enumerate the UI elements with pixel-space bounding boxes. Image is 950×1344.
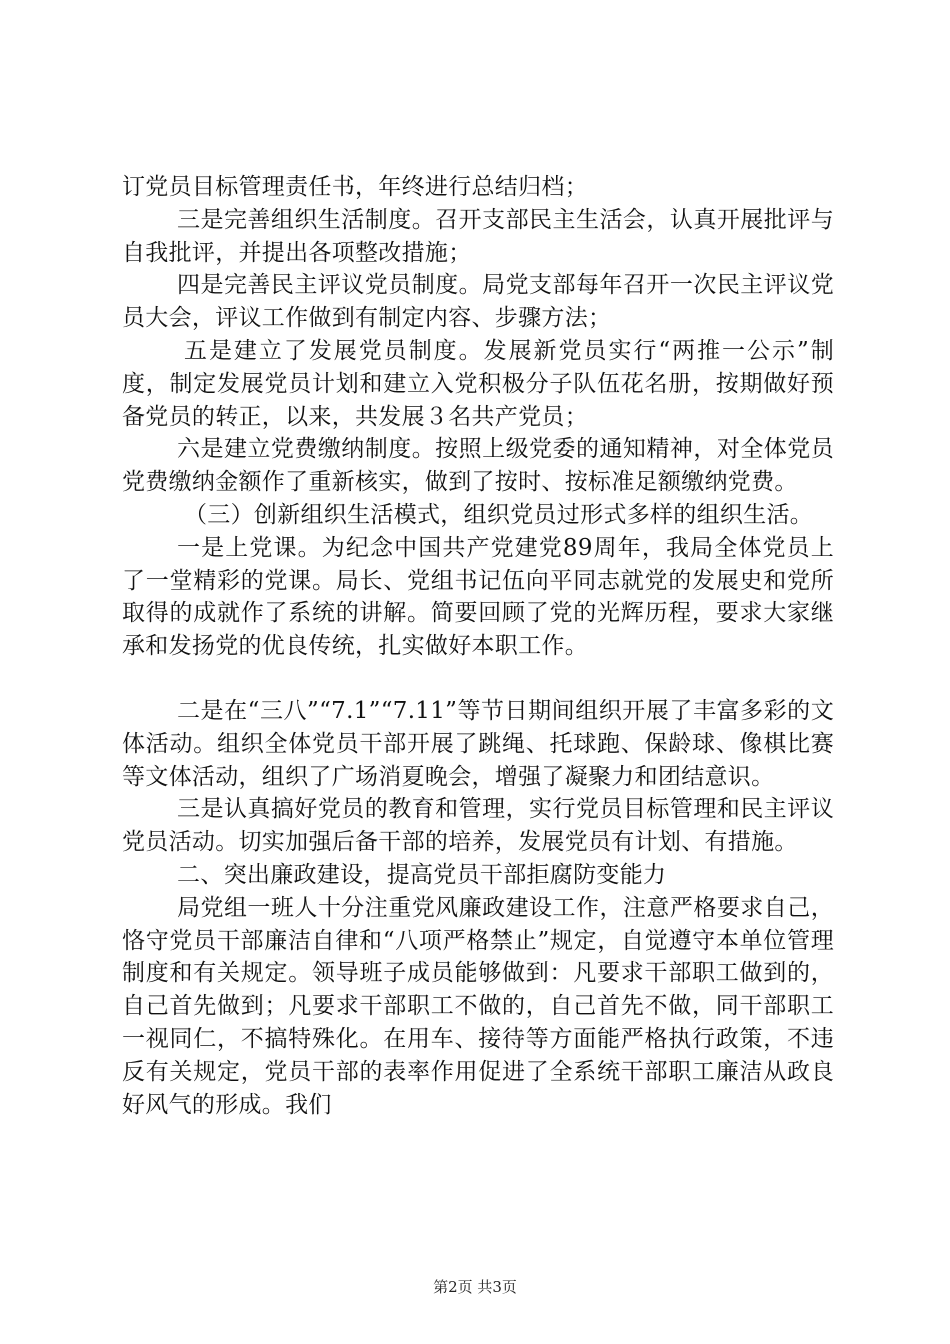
paragraph-member-education: 三是认真搞好党员的教育和管理，实行党员目标管理和民主评议党员活动。切实加强后备干部的培养，发展党员有计划、有措施。 [122, 796, 834, 856]
section-heading-two: 二、突出廉政建设，提高党员干部拒腐防变能力 [177, 861, 667, 888]
document-body [122, 171, 834, 1121]
paragraph-integrity-building: 局党组一班人十分注重党风廉政建设工作，注意严格要求自己，恪守党员干部廉洁自律和“八项严格禁止”规定，自觉遵守本单位管理制度和有关规定。领导班子成员能够做到：凡要求干部职工做到的，自己首先做到；凡要求干部职工不做的，自己首先不做，同干部职工一视同仁，不搞特殊化。在用车、接待等方面能严格执行政策，不违反有关规定，党员干部的表率作用促进了全系统干部职工廉洁从政良好风气的形成。我们 [122, 894, 834, 1118]
paragraph-item-four: 四是完善民主评议党员制度。局党支部每年召开一次民主评议党员大会，评议工作做到有制定内容、步骤方法； [122, 272, 834, 332]
paragraph-item-six: 六是建立党费缴纳制度。按照上级党委的通知精神，对全体党员党费缴纳金额作了重新核实，做到了按时、按标准足额缴纳党费。 [122, 436, 834, 496]
paragraph-item-three: 三是完善组织生活制度。召开支部民主生活会，认真开展批评与自我批评，并提出各项整改措施； [122, 206, 834, 266]
section-heading-three: （三）创新组织生活模式，组织党员过形式多样的组织生活。 [184, 501, 814, 528]
paragraph-continuation: 订党员目标管理责任书，年终进行总结归档； [122, 174, 588, 200]
paragraph-cultural-activities: 二是在“三八”“7.1”“7.11”等节日期间组织开展了丰富多彩的文体活动。组织全体党员干部开展了跳绳、托球跑、保龄球、像棋比赛等文体活动，组织了广场消夏晚会，增强了凝聚力和团结意识。 [122, 697, 834, 790]
page-number: 第2页 共3页 [433, 1278, 517, 1296]
page-footer [0, 1277, 950, 1297]
paragraph-item-five: 五是建立了发展党员制度。发展新党员实行“两推一公示”制度，制定发展党员计划和建立入党积极分子队伍花名册，按期做好预备党员的转正，以来，共发展３名共产党员； [122, 337, 834, 430]
paragraph-party-lesson: 一是上党课。为纪念中国共产党建党89周年，我局全体党员上了一堂精彩的党课。局长、党组书记伍向平同志就党的发展史和党所取得的成就作了系统的讲解。简要回顾了党的光辉历程，要求大家继承和发扬党的优良传统，扎实做好本职工作。 [122, 534, 834, 660]
